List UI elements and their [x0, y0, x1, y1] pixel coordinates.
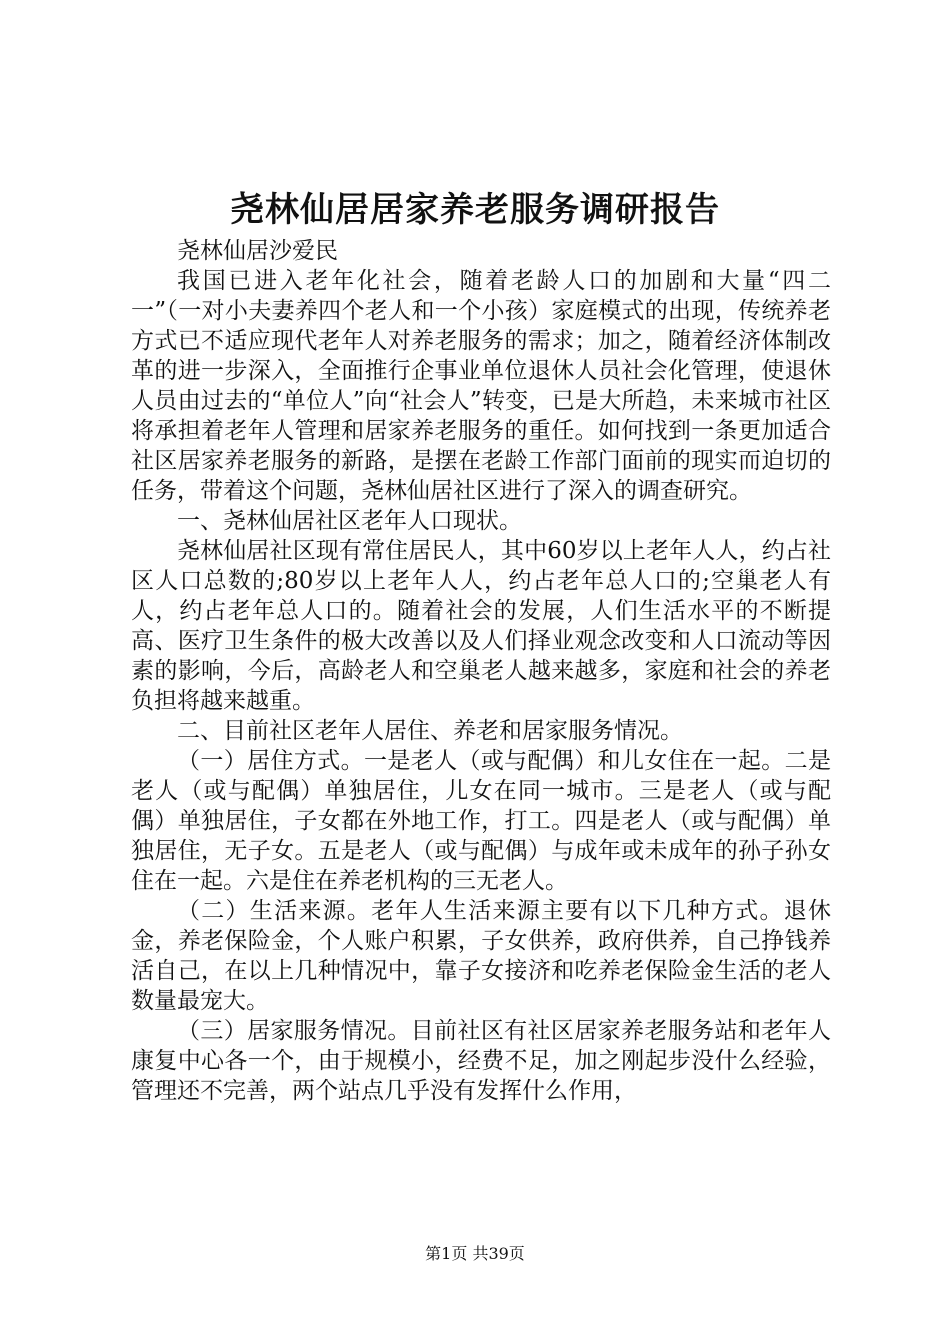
author-line: 尧林仙居沙爱民 [177, 238, 338, 264]
document-title: 尧林仙居居家养老服务调研报告 [230, 190, 720, 230]
section-heading-2: 二、目前社区老年人居住、养老和居家服务情况。 [177, 718, 683, 744]
paragraph-population: 尧林仙居社区现有常住居民人，其中60岁以上老年人人，约占社区人口总数的;80岁以上老年人人，约占老年总人口的;空巢老人有人，约占老年总人口的。随着社会的发展，人们生活水平的不断提高、医疗卫生条件的极大改善以及人们择业观念改变和人口流动等因素的影响，今后，高龄老人和空巢老人越来越多，家庭和社会的养老负担将越来越重。 [131, 538, 831, 714]
document-body [131, 236, 831, 1106]
paragraph-service: （三）居家服务情况。目前社区有社区居家养老服务站和老年人康复中心各一个，由于规模小，经费不足，加之刚起步没什么经验，管理还不完善，两个站点几乎没有发挥什么作用， [131, 1018, 831, 1104]
page-number: 第1页 共39页 [425, 1244, 525, 1263]
paragraph-income: （二）生活来源。老年人生活来源主要有以下几种方式。退休金，养老保险金，个人账户积累，子女供养，政府供养，自己挣钱养活自己，在以上几种情况中，靠子女接济和吃养老保险金生活的老人数量最宠大。 [131, 898, 831, 1014]
section-heading-1: 一、尧林仙居社区老年人口现状。 [177, 508, 522, 534]
paragraph-intro: 我国已进入老年化社会，随着老龄人口的加剧和大量“四二一”（一对小夫妻养四个老人和一个小孩）家庭模式的出现，传统养老方式已不适应现代老年人对养老服务的需求；加之，随着经济体制改革的进一步深入，全面推行企事业单位退休人员社会化管理，使退休人员由过去的“单位人”向“社会人”转变，已是大所趋，未来城市社区将承担着老年人管理和居家养老服务的重任。如何找到一条更加适合社区居家养老服务的新路，是摆在老龄工作部门面前的现实而迫切的任务，带着这个问题，尧林仙居社区进行了深入的调查研究。 [131, 268, 831, 504]
paragraph-living: （一）居住方式。一是老人（或与配偶）和儿女住在一起。二是老人（或与配偶）单独居住，儿女在同一城市。三是老人（或与配偶）单独居住，子女都在外地工作，打工。四是老人（或与配偶）单独居住，无子女。五是老人（或与配偶）与成年或未成年的孙子孙女住在一起。六是住在养老机构的三无老人。 [131, 748, 831, 894]
